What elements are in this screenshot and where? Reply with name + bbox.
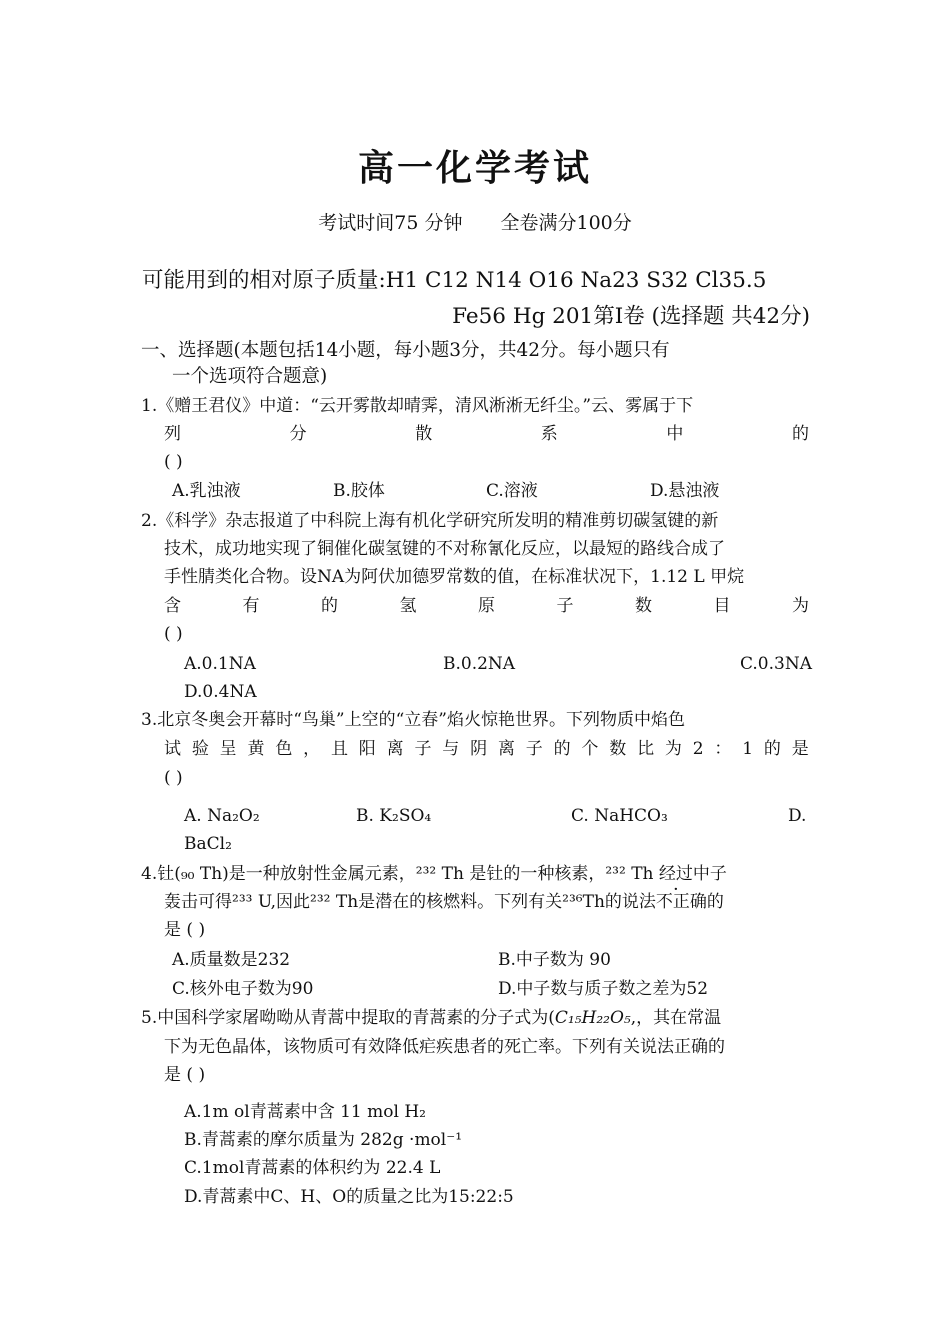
- q3-char: ：: [714, 739, 732, 759]
- q3-line-1: 3.北京冬奥会开幕时“鸟巢”上空的“立春”焰火惊艳世界。下列物质中焰色: [141, 710, 685, 730]
- q3-char: 为: [664, 739, 682, 759]
- q5-formula: C₁₅H₂₂O₅: [554, 1008, 631, 1028]
- q2-option-b: B.0.2NA: [443, 654, 516, 674]
- q4-option-b: B.中子数为 90: [498, 950, 611, 970]
- q2-option-a: A.0.1NA: [184, 654, 256, 674]
- q5-option-b: B.青蒿素的摩尔质量为 282g ·mol⁻¹: [184, 1130, 463, 1150]
- q1-char: 系: [540, 424, 558, 444]
- q3-answer-paren: ( ): [164, 768, 183, 788]
- q3-char: 的: [763, 739, 781, 759]
- q3-char: 黄: [247, 739, 265, 759]
- q4-line-2: 轰击可得²³³ U,因此²³² Th是潜在的核燃料。下列有关²³⁶Th的说法不正确的: [164, 892, 724, 912]
- q3-option-d-value: BaCl₂: [184, 834, 232, 854]
- q1-char: 列: [164, 424, 181, 444]
- q2-char: 氢: [399, 596, 417, 616]
- q3-option-c: C. NaHCO₃: [571, 806, 668, 826]
- q5-option-a: A.1m ol青蒿素中含 11 mol H₂: [184, 1102, 426, 1122]
- q4-option-a: A.质量数是232: [172, 950, 291, 970]
- atomic-mass-line-1: 可能用到的相对原子质量:H1 C12 N14 O16 Na23 S32 Cl35.5: [142, 268, 767, 293]
- q1-option-c: C.溶液: [486, 481, 538, 501]
- q1-char: 分: [289, 424, 307, 444]
- q2-line-2: 技术，成功地实现了铜催化碳氢键的不对称氰化反应，以最短的路线合成了: [164, 539, 725, 559]
- q3-char: 验: [191, 739, 209, 759]
- q3-line-2: [164, 735, 809, 763]
- q3-char: 离: [386, 739, 404, 759]
- q1-option-b: B.胶体: [333, 481, 385, 501]
- q4-line-1: [141, 860, 727, 888]
- q2-char: 子: [556, 596, 574, 616]
- q3-char: 阳: [358, 739, 376, 759]
- q3-char: 离: [497, 739, 515, 759]
- q4-emphasis-dotted: 经过: [658, 864, 693, 884]
- q3-char: 与: [442, 739, 460, 759]
- q3-option-a: A. Na₂O₂: [184, 806, 260, 826]
- q3-option-d: D.: [788, 806, 807, 826]
- q2-line-3: 手性腈类化合物。设NA为阿伏加德罗常数的值，在标准状况下，1.12 L 甲烷: [164, 567, 745, 587]
- q3-char: 比: [637, 739, 655, 759]
- q1-stem-line-1: 1.《赠王君仪》中道：“云开雾散却晴霁，清风淅淅无纤尘。”云、雾属于下: [141, 396, 694, 416]
- q4-line-1-text: 4.钍(₉₀ Th)是一种放射性金属元素，²³² Th 是钍的一种核素，²³² Th: [141, 864, 659, 884]
- section-heading-line-1: 一、选择题(本题包括14小题，每小题3分，共42分。每小题只有: [141, 340, 670, 361]
- q2-answer-paren: ( ): [164, 624, 183, 644]
- q2-option-d: D.0.4NA: [184, 682, 257, 702]
- q3-char: 数: [609, 739, 627, 759]
- q3-char: 1: [742, 739, 754, 759]
- q3-char: 的: [553, 739, 571, 759]
- exam-score: 全卷满分100分: [500, 212, 632, 234]
- q3-char: 个: [581, 739, 599, 759]
- exam-time: 考试时间75 分钟: [318, 212, 463, 234]
- q1-stem-line-2: [164, 420, 809, 448]
- q3-char: 是: [791, 739, 809, 759]
- q5-option-c: C.1mol青蒿素的体积约为 22.4 L: [184, 1158, 441, 1178]
- q1-answer-paren: ( ): [164, 452, 183, 472]
- q2-char: 数: [635, 596, 652, 616]
- q3-char: 且: [330, 739, 348, 759]
- section-heading-line-2: 一个选项符合题意): [172, 366, 328, 387]
- q4-line-3: 是 ( ): [164, 920, 206, 940]
- q3-char: 子: [525, 739, 543, 759]
- q2-char: 的: [321, 596, 338, 616]
- q2-line-4: [164, 592, 809, 620]
- q2-char: 含: [164, 596, 181, 616]
- q2-char: 为: [792, 596, 809, 616]
- q3-char: 子: [414, 739, 432, 759]
- page-title: 高一化学考试: [357, 148, 592, 189]
- q2-char: 有: [242, 596, 260, 616]
- q3-char: 色: [275, 739, 293, 759]
- q1-char: 的: [791, 424, 809, 444]
- q3-char: 阴: [470, 739, 488, 759]
- q5-line-2: 下为无色晶体，该物质可有效降低疟疾患者的死亡率。下列有关说法正确的: [164, 1037, 725, 1057]
- q3-char: 2: [692, 739, 704, 759]
- q4-line-1-end: 中子: [692, 864, 727, 884]
- q2-char: 目: [713, 596, 731, 616]
- q2-char: 原: [478, 596, 495, 616]
- q1-option-d: D.悬浊液: [650, 481, 720, 501]
- q1-option-a: A.乳浊液: [172, 481, 241, 501]
- q5-option-d: D.青蒿素中C、H、O的质量之比为15:22:5: [184, 1187, 514, 1207]
- exam-subtitle: [0, 208, 950, 235]
- atomic-mass-line-2: Fe56 Hg 201第Ⅰ卷 (选择题 共42分): [452, 304, 810, 329]
- q4-option-c: C.核外电子数为90: [172, 979, 314, 999]
- q5-line-1: [141, 1004, 721, 1032]
- q1-char: 中: [666, 424, 684, 444]
- q3-char: 试: [164, 739, 181, 759]
- q1-char: 散: [415, 424, 433, 444]
- q3-char: ，: [303, 739, 321, 759]
- q3-char: 呈: [219, 739, 237, 759]
- q5-line-1-end: ,，其在常温: [630, 1008, 722, 1028]
- q3-option-b: B. K₂SO₄: [356, 806, 432, 826]
- q5-line-1-text: 5.中国科学家屠呦呦从青蒿中提取的青蒿素的分子式为(: [141, 1008, 555, 1028]
- q2-line-1: 2.《科学》杂志报道了中科院上海有机化学研究所发明的精准剪切碳氢键的新: [141, 511, 719, 531]
- q2-option-c: C.0.3NA: [740, 654, 812, 674]
- q5-line-3: 是 ( ): [164, 1065, 206, 1085]
- q4-option-d: D.中子数与质子数之差为52: [498, 979, 709, 999]
